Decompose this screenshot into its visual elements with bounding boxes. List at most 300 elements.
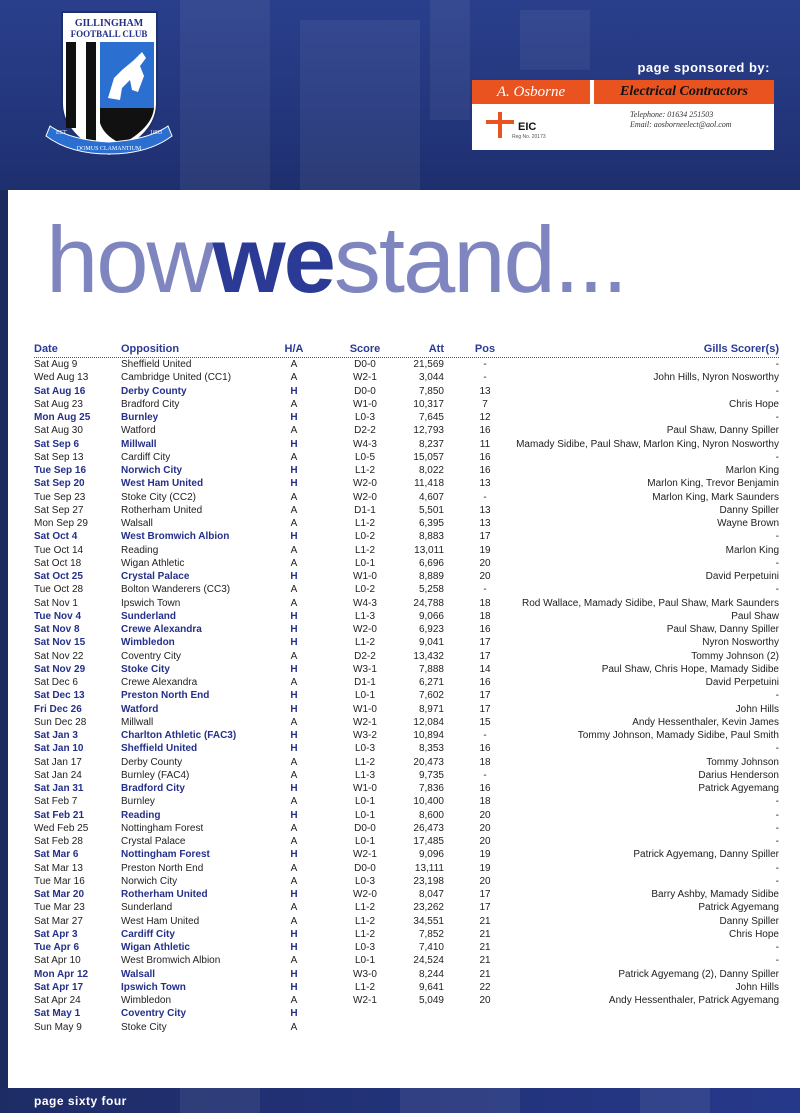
cell-score: W2-0 — [353, 478, 377, 490]
cell-scorers: David Perpetuini — [705, 677, 779, 688]
cell-att: 26,473 — [413, 822, 444, 834]
table-row — [34, 464, 779, 477]
cell-scorers: - — [775, 875, 779, 887]
cell-att: 7,602 — [418, 690, 444, 702]
cell-pos: 18 — [479, 610, 491, 622]
cell-score: W2-0 — [353, 491, 377, 503]
cell-pos: 17 — [479, 650, 491, 662]
cell-att: 12,084 — [413, 716, 444, 728]
cell-pos: - — [483, 584, 487, 596]
cell-ha: A — [290, 769, 298, 781]
cell-score: L1-2 — [354, 756, 375, 768]
cell-pos: 15 — [479, 716, 491, 728]
cell-scorers: - — [775, 809, 779, 821]
svg-text:1893: 1893 — [150, 130, 162, 136]
cell-opposition: Stoke City (CC2) — [121, 491, 197, 503]
cell-att: 9,066 — [418, 610, 444, 622]
cell-date: Fri Dec 26 — [34, 703, 82, 715]
table-row — [34, 491, 779, 504]
cell-date: Sat Aug 16 — [34, 385, 86, 397]
cell-score: L0-1 — [354, 836, 375, 847]
cell-score: W3-1 — [353, 663, 377, 675]
cell-ha: H — [290, 928, 298, 940]
page-title — [46, 205, 626, 315]
cell-date: Sat Jan 24 — [34, 769, 82, 781]
cell-pos: 18 — [479, 756, 491, 768]
table-row — [34, 809, 779, 822]
cell-ha: A — [290, 862, 298, 874]
cell-score: D0-0 — [354, 862, 376, 874]
cell-att: 7,410 — [418, 942, 444, 953]
cell-scorers: Marlon King — [725, 465, 779, 476]
cell-pos: - — [483, 491, 487, 503]
header-date: Date — [34, 343, 58, 355]
cell-pos: - — [483, 372, 487, 384]
cell-date: Sat Nov 8 — [34, 624, 80, 635]
cell-opposition: Wigan Athletic — [121, 942, 190, 953]
cell-score: L1-2 — [354, 544, 375, 556]
cell-ha: H — [290, 412, 298, 423]
cell-pos: 20 — [479, 875, 491, 887]
cell-pos: 13 — [479, 385, 491, 397]
cell-att: 8,889 — [418, 571, 444, 582]
cell-scorers: Chris Hope — [728, 928, 779, 940]
cell-scorers: Patrick Agyemang (2), Danny Spiller — [618, 968, 779, 980]
cell-opposition: Derby County — [121, 756, 183, 768]
table-row — [34, 941, 779, 954]
cell-ha: A — [290, 597, 298, 609]
cell-scorers: - — [775, 690, 779, 702]
cell-scorers: Marlon King — [725, 544, 779, 556]
cell-pos: 19 — [479, 849, 491, 861]
cell-date: Tue Mar 23 — [34, 902, 85, 914]
table-row — [34, 570, 779, 583]
cell-att: 8,237 — [418, 438, 444, 450]
cell-score: W1-0 — [353, 398, 377, 410]
svg-text:GILLINGHAM: GILLINGHAM — [74, 18, 144, 29]
table-row — [34, 729, 779, 742]
cell-scorers: Tommy Johnson — [706, 756, 779, 768]
cell-ha: H — [290, 743, 298, 755]
table-row — [34, 583, 779, 596]
cell-pos: 16 — [479, 624, 491, 635]
cell-date: Tue Sep 16 — [34, 465, 87, 476]
cell-score: L0-1 — [354, 955, 375, 967]
table-row — [34, 915, 779, 928]
cell-scorers: Paul Shaw, Danny Spiller — [666, 624, 779, 635]
cell-score: L0-1 — [354, 809, 375, 821]
cell-att: 9,641 — [418, 981, 444, 993]
cell-scorers: Patrick Agyemang — [698, 783, 779, 794]
cell-score: L0-1 — [354, 796, 375, 808]
cell-pos: 20 — [479, 571, 491, 582]
cell-ha: A — [290, 491, 298, 503]
cell-date: Tue Oct 14 — [34, 544, 84, 556]
table-row — [34, 610, 779, 623]
cell-ha: H — [290, 385, 298, 397]
cell-opposition: West Bromwich Albion — [121, 531, 230, 543]
cell-pos: 19 — [479, 862, 491, 874]
cell-opposition: Millwall — [121, 438, 157, 450]
cell-opposition: Sunderland — [121, 610, 177, 622]
header-score: Score — [349, 343, 381, 355]
cell-opposition: Crewe Alexandra — [121, 677, 198, 688]
table-row — [34, 848, 779, 861]
cell-date: Sat Nov 1 — [34, 597, 78, 609]
table-row — [34, 517, 779, 530]
cell-opposition: Watford — [121, 425, 156, 437]
cell-date: Sat Sep 6 — [34, 438, 80, 450]
cell-date: Sat Nov 22 — [34, 650, 84, 662]
table-row — [34, 398, 779, 411]
cell-att: 24,524 — [413, 955, 444, 967]
cell-scorers: Paul Shaw, Danny Spiller — [666, 425, 779, 437]
cell-pos: 13 — [479, 478, 491, 490]
cell-scorers: Patrick Agyemang — [698, 902, 779, 914]
cell-att: 6,696 — [418, 557, 444, 569]
cell-date: Wed Feb 25 — [34, 822, 89, 834]
cell-ha: H — [290, 637, 298, 649]
cell-opposition: Rotherham United — [121, 504, 203, 516]
cell-att: 7,836 — [418, 783, 444, 794]
table-row — [34, 862, 779, 875]
cell-ha: H — [290, 968, 298, 980]
table-row — [34, 544, 779, 557]
header-att: Att — [428, 343, 444, 355]
table-row — [34, 954, 779, 967]
cell-opposition: Walsall — [121, 518, 153, 529]
cell-ha: A — [290, 716, 298, 728]
cell-att: 17,485 — [413, 836, 444, 847]
cell-score: L0-2 — [354, 584, 375, 596]
cell-scorers: Chris Hope — [728, 398, 779, 410]
cell-pos: 17 — [479, 889, 491, 900]
cell-pos: 21 — [479, 915, 491, 927]
cell-ha: A — [290, 677, 298, 688]
cell-scorers: - — [775, 584, 779, 596]
cell-scorers: Patrick Agyemang, Danny Spiller — [633, 849, 779, 861]
cell-opposition: Reading — [121, 544, 159, 556]
cell-opposition: Rotherham United — [121, 889, 208, 900]
cell-date: Wed Aug 13 — [34, 372, 89, 384]
cell-att: 21,569 — [413, 359, 444, 370]
table-row — [34, 636, 779, 649]
cell-score: D0-0 — [354, 359, 376, 370]
cell-pos: 16 — [479, 783, 491, 794]
cell-score: W2-1 — [353, 849, 377, 861]
cell-score: L1-2 — [354, 465, 375, 476]
cell-opposition: Preston North End — [121, 862, 204, 874]
cell-date: Sat Aug 9 — [34, 359, 78, 370]
cell-score: W1-0 — [353, 783, 377, 794]
cell-score: W2-0 — [353, 889, 377, 900]
cell-ha: H — [290, 849, 298, 861]
cell-att: 7,888 — [418, 663, 444, 675]
cell-date: Sun Dec 28 — [34, 716, 87, 728]
cell-score: L0-1 — [354, 557, 375, 569]
cell-opposition: West Ham United — [121, 915, 200, 927]
cell-att: 8,971 — [418, 703, 444, 715]
cell-scorers: Marlon King, Trevor Benjamin — [647, 478, 779, 490]
table-row — [34, 557, 779, 570]
cell-att: 13,432 — [413, 650, 444, 662]
cell-opposition: Crystal Palace — [121, 836, 186, 847]
cell-ha: H — [290, 663, 298, 675]
cell-date: Mon Sep 29 — [34, 518, 88, 529]
cell-pos: 20 — [479, 995, 491, 1006]
cell-scorers: - — [775, 836, 779, 847]
cell-ha: H — [290, 730, 298, 741]
cell-scorers: - — [775, 862, 779, 874]
cell-score: L1-2 — [354, 518, 375, 529]
cell-scorers: - — [775, 743, 779, 755]
cell-pos: 18 — [479, 597, 491, 609]
cell-scorers: Tommy Johnson (2) — [691, 650, 779, 662]
cell-scorers: Barry Ashby, Mamady Sidibe — [651, 889, 779, 900]
cell-ha: H — [290, 465, 298, 476]
cell-ha: A — [290, 822, 298, 834]
table-row — [34, 385, 779, 398]
cell-date: Sat Mar 20 — [34, 889, 85, 900]
cell-opposition: Crewe Alexandra — [121, 624, 202, 635]
cell-score: L1-2 — [354, 928, 375, 940]
cell-date: Mon Apr 12 — [34, 968, 89, 980]
cell-date: Tue Oct 28 — [34, 584, 84, 596]
cell-att: 8,022 — [418, 465, 444, 476]
cell-pos: 17 — [479, 690, 491, 702]
cell-pos: 18 — [479, 796, 491, 808]
cell-scorers: - — [775, 557, 779, 569]
cell-pos: 17 — [479, 703, 491, 715]
cell-att: 34,551 — [413, 915, 444, 927]
cell-date: Sat Mar 13 — [34, 862, 83, 874]
title-part-how: how — [46, 207, 213, 312]
cell-opposition: Bradford City — [121, 398, 180, 410]
cell-opposition: Cambridge United (CC1) — [121, 372, 232, 384]
cell-pos: 20 — [479, 557, 491, 569]
cell-att: 8,883 — [418, 531, 444, 543]
cell-att: 13,011 — [414, 544, 444, 556]
cell-date: Sat Jan 17 — [34, 756, 82, 768]
cell-ha: A — [290, 955, 298, 967]
cell-score: L0-3 — [354, 412, 375, 423]
cell-score: D2-2 — [354, 650, 376, 662]
cell-date: Sat Dec 6 — [34, 677, 78, 688]
cell-att: 12,793 — [413, 425, 444, 437]
cell-date: Sat Oct 25 — [34, 571, 83, 582]
cell-att: 11,418 — [414, 478, 444, 490]
cell-pos: 11 — [479, 438, 491, 450]
cell-score: W1-0 — [353, 703, 377, 715]
cell-opposition: Ipswich Town — [121, 981, 186, 993]
cell-att: 8,600 — [418, 809, 444, 821]
cell-ha: A — [290, 796, 298, 808]
cell-score: L1-2 — [354, 902, 375, 914]
cell-opposition: Derby County — [121, 385, 187, 397]
cell-date: Sat Apr 10 — [34, 955, 81, 967]
cell-scorers: Mamady Sidibe, Paul Shaw, Marlon King, Nyron Nosworthy — [516, 438, 779, 450]
cell-scorers: Wayne Brown — [717, 518, 779, 529]
club-crest-logo — [42, 8, 177, 163]
cell-opposition: Walsall — [121, 968, 156, 980]
cell-date: Sat Nov 29 — [34, 663, 86, 675]
cell-att: 8,353 — [418, 743, 444, 755]
cell-pos: 21 — [479, 942, 491, 953]
cell-pos: 13 — [479, 504, 491, 516]
table-row — [34, 703, 779, 716]
table-row — [34, 968, 779, 981]
table-row — [34, 504, 779, 517]
cell-scorers: Andy Hessenthaler, Kevin James — [632, 716, 779, 728]
cell-opposition: Wigan Athletic — [121, 557, 185, 569]
cell-ha: A — [290, 359, 298, 370]
cell-pos: 17 — [479, 902, 491, 914]
cell-score: D2-2 — [354, 425, 376, 437]
cell-pos: - — [483, 730, 487, 741]
cell-scorers: Marlon King, Mark Saunders — [652, 491, 779, 503]
cell-att: 24,788 — [413, 597, 444, 609]
cell-date: Sat Apr 3 — [34, 928, 78, 940]
cell-date: Sat May 1 — [34, 1008, 81, 1020]
cell-ha: H — [290, 783, 298, 794]
cell-scorers: Paul Shaw, Chris Hope, Mamady Sidibe — [601, 663, 779, 675]
svg-text:FOOTBALL CLUB: FOOTBALL CLUB — [70, 29, 148, 39]
cell-ha: H — [290, 531, 298, 543]
cell-opposition: Burnley (FAC4) — [121, 769, 190, 781]
cell-att: 7,852 — [418, 928, 444, 940]
cell-pos: 17 — [479, 637, 491, 649]
cell-opposition: Coventry City — [121, 1008, 187, 1020]
table-body — [34, 358, 779, 1034]
table-row — [34, 358, 779, 371]
cell-att: 5,501 — [418, 504, 444, 516]
cell-score: L1-2 — [354, 981, 375, 993]
cell-opposition: Cardiff City — [121, 451, 171, 463]
sponsor-email: Email: aosborneelect@aol.com — [630, 120, 732, 129]
cell-att: 10,317 — [413, 398, 444, 410]
cell-scorers: Tommy Johnson, Mamady Sidibe, Paul Smith — [577, 730, 779, 741]
cell-ha: A — [290, 584, 298, 596]
page-number-label: page sixty four — [34, 1094, 127, 1108]
table-row — [34, 822, 779, 835]
cell-att: 23,262 — [413, 902, 444, 914]
table-header-row — [34, 343, 779, 358]
cell-score: D0-0 — [354, 385, 376, 397]
cell-opposition: Millwall — [121, 716, 154, 728]
cell-date: Sat Apr 17 — [34, 981, 84, 993]
cell-pos: 16 — [479, 425, 491, 437]
cell-score: W4-3 — [353, 438, 377, 450]
cell-pos: 7 — [482, 398, 488, 410]
cell-att: 20,473 — [413, 756, 444, 768]
sponsor-advert — [472, 80, 774, 150]
cell-pos: 16 — [479, 677, 491, 688]
cell-scorers: - — [775, 942, 779, 953]
cell-opposition: Sheffield United — [121, 743, 198, 755]
cell-pos: 13 — [479, 518, 491, 529]
cell-score: L0-3 — [354, 743, 375, 755]
cell-opposition: Reading — [121, 809, 161, 821]
cell-scorers: John Hills — [735, 981, 779, 993]
cell-score: W4-3 — [353, 597, 377, 609]
cell-opposition: Nottingham Forest — [121, 822, 204, 834]
cell-pos: 17 — [479, 531, 491, 543]
cell-ha: H — [290, 889, 298, 900]
svg-text:EST: EST — [56, 130, 67, 136]
cell-att: 7,645 — [418, 412, 444, 423]
cell-ha: A — [290, 504, 298, 516]
cell-scorers: Danny Spiller — [719, 504, 779, 516]
cell-opposition: Norwich City — [121, 875, 178, 887]
table-row — [34, 371, 779, 384]
cell-att: 10,400 — [413, 796, 444, 808]
cell-opposition: Burnley — [121, 412, 159, 423]
cell-opposition: Ipswich Town — [121, 597, 181, 609]
cell-att: 5,258 — [418, 584, 444, 596]
title-part-we: we — [212, 207, 334, 312]
table-row — [34, 835, 779, 848]
cell-ha: H — [290, 571, 298, 582]
eic-reg-number: Reg No. 20173 — [512, 134, 546, 140]
cell-opposition: West Ham United — [121, 478, 204, 490]
cell-opposition: Sheffield United — [121, 359, 192, 370]
cell-date: Sat Mar 6 — [34, 849, 79, 861]
table-row — [34, 981, 779, 994]
cell-date: Mon Aug 25 — [34, 412, 91, 423]
cell-opposition: Wimbledon — [121, 637, 175, 649]
cell-att: 9,096 — [418, 849, 444, 861]
cell-ha: H — [290, 942, 298, 953]
cell-ha: A — [290, 451, 298, 463]
cell-ha: H — [290, 1008, 298, 1020]
table-row — [34, 650, 779, 663]
cell-score: D0-0 — [354, 822, 376, 834]
cell-att: 4,607 — [418, 491, 444, 503]
cell-scorers: - — [775, 385, 779, 397]
cell-opposition: Sunderland — [121, 902, 173, 914]
cell-date: Tue Sep 23 — [34, 491, 86, 503]
cell-score: D1-1 — [354, 677, 376, 688]
header-ha: H/A — [284, 343, 304, 355]
cell-ha: H — [290, 690, 298, 702]
cell-ha: A — [290, 915, 298, 927]
cell-ha: A — [290, 756, 298, 768]
sponsor-phone: Telephone: 01634 251503 — [630, 110, 714, 119]
cell-ha: A — [290, 557, 298, 569]
table-row — [34, 928, 779, 941]
cell-pos: 21 — [479, 928, 491, 940]
cell-pos: - — [483, 359, 487, 370]
header-opposition: Opposition — [121, 343, 180, 355]
cell-opposition: Preston North End — [121, 690, 210, 702]
table-row — [34, 901, 779, 914]
cell-date: Sat Jan 31 — [34, 783, 84, 794]
cell-scorers: John Hills, Nyron Nosworthy — [653, 372, 779, 384]
cell-scorers: David Perpetuini — [705, 571, 779, 582]
cell-score: L1-2 — [354, 915, 375, 927]
cell-score: L0-3 — [354, 875, 375, 887]
cell-score: W2-1 — [353, 995, 377, 1006]
cell-date: Sat Nov 15 — [34, 637, 86, 649]
cell-ha: A — [290, 398, 298, 410]
header-pos: Pos — [474, 343, 496, 355]
cell-opposition: Crystal Palace — [121, 571, 190, 582]
cell-att: 8,244 — [418, 968, 444, 980]
cell-pos: 21 — [479, 955, 491, 967]
cell-date: Tue Apr 6 — [34, 942, 80, 953]
cell-scorers: Rod Wallace, Mamady Sidibe, Paul Shaw, Mark Saunders — [522, 597, 779, 609]
table-row — [34, 795, 779, 808]
